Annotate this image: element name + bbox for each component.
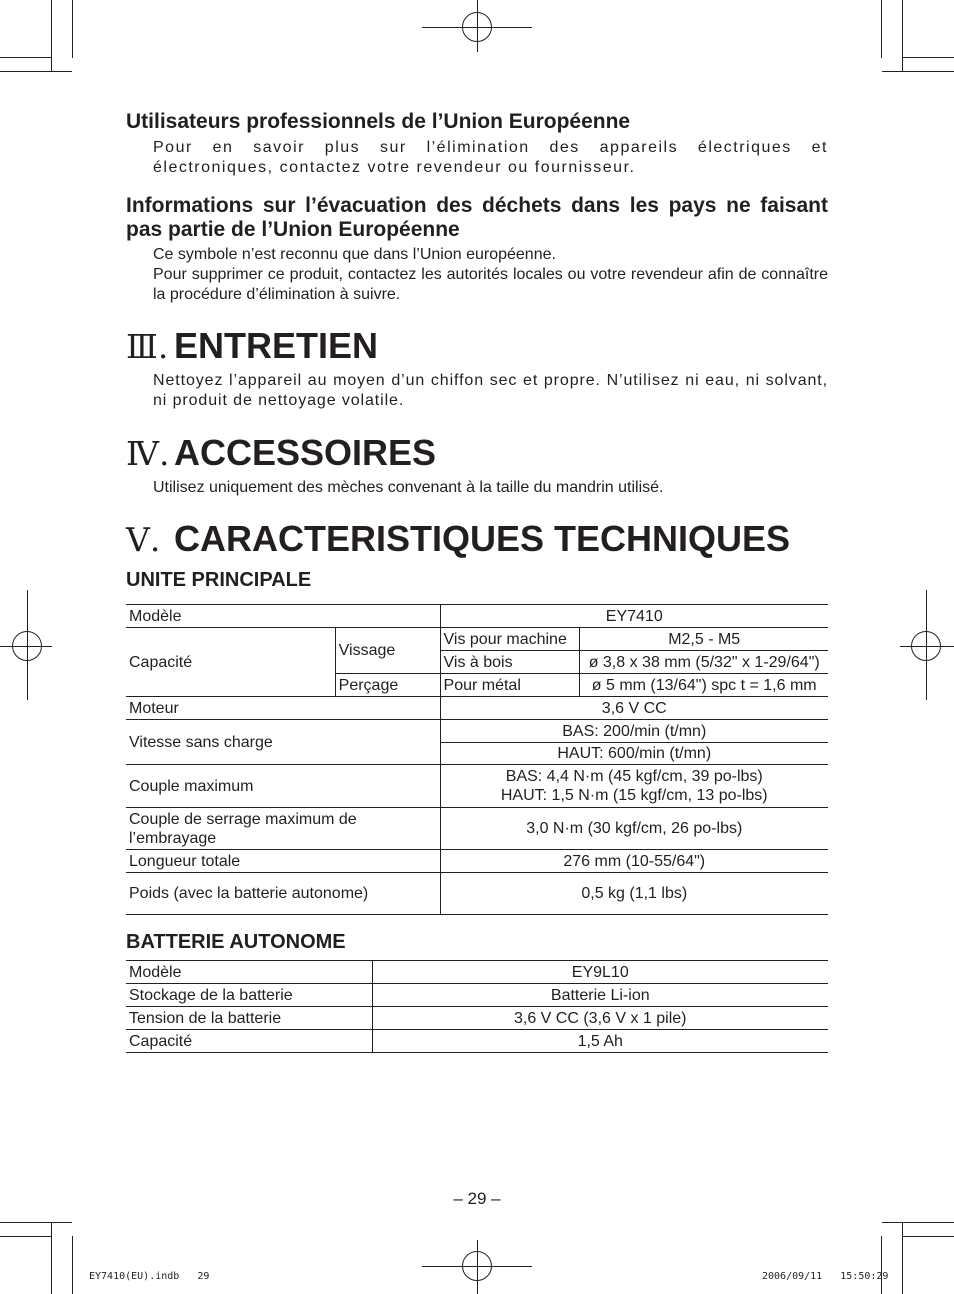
non-eu-paragraph-2: Pour supprimer ce produit, contactez les autorités locales ou votre revendeur afin de connaître la procédure d’élimination à suivre. xyxy=(153,266,828,303)
heading-main-unit: UNITE PRINCIPALE xyxy=(126,569,312,591)
accessoires-text xyxy=(153,478,828,498)
spec-label: Couple maximum xyxy=(126,765,440,808)
table-row xyxy=(126,850,828,873)
table-row xyxy=(126,1030,828,1053)
spec-label: Capacité xyxy=(126,1030,372,1053)
spec-sublabel: Pour métal xyxy=(440,674,580,697)
spec-sublabel: Vis à bois xyxy=(440,651,580,674)
spec-value: 0,5 kg (1,1 lbs) xyxy=(440,873,828,915)
spec-value: EY9L10 xyxy=(372,961,828,984)
table-row xyxy=(126,808,828,850)
spec-value: 3,6 V CC (3,6 V x 1 pile) xyxy=(372,1007,828,1030)
table-row xyxy=(126,697,828,720)
spec-value: Batterie Li-ion xyxy=(372,984,828,1007)
table-row xyxy=(126,605,828,628)
spec-value: HAUT: 600/min (t/mn) xyxy=(440,743,828,765)
spec-value: M2,5 - M5 xyxy=(580,628,828,651)
spec-label: Capacité xyxy=(126,628,335,697)
spec-value: BAS: 200/min (t/mn) xyxy=(440,720,828,743)
heading-eu-professionals: Utilisateurs professionnels de l’Union Européenne xyxy=(126,110,631,133)
spec-label: Stockage de la batterie xyxy=(126,984,372,1007)
eu-professionals-text xyxy=(153,138,828,178)
couple-haut: HAUT: 1,5 N·m (15 kgf/cm, 13 po-lbs) xyxy=(500,787,768,804)
spec-value: 3,6 V CC xyxy=(440,697,828,720)
spec-label: Moteur xyxy=(126,697,440,720)
spec-label: Longueur totale xyxy=(126,850,440,873)
battery-spec-table xyxy=(126,960,828,1053)
spec-label: Vitesse sans charge xyxy=(126,720,440,765)
eu-professionals-paragraph: Pour en savoir plus sur l’élimination des appareils électriques et électroniques, contactez votre revendeur ou fournisseur. xyxy=(153,139,828,176)
spec-sublabel: Vissage xyxy=(335,628,440,674)
section-title-accessoires xyxy=(126,433,436,474)
entretien-text xyxy=(153,371,828,411)
roman-numeral-4: Ⅳ. xyxy=(126,434,170,473)
spec-label: Modèle xyxy=(126,961,372,984)
spec-value: ø 5 mm (13/64") spc t = 1,6 mm xyxy=(580,674,828,697)
table-row xyxy=(126,873,828,915)
spec-sublabel: Perçage xyxy=(335,674,440,697)
table-row xyxy=(126,628,828,651)
spec-value xyxy=(440,765,828,808)
non-eu-paragraph-1: Ce symbole n’est reconnu que dans l’Union européenne. xyxy=(153,246,556,263)
roman-numeral-5: Ⅴ. xyxy=(126,520,161,559)
spec-label: Couple de serrage maximum de l’embrayage xyxy=(126,808,440,850)
accessoires-title: ACCESSOIRES xyxy=(174,432,437,473)
table-row xyxy=(126,765,828,808)
section-title-caracteristiques xyxy=(126,519,790,560)
couple-bas: BAS: 4,4 N·m (45 kgf/cm, 39 po-lbs) xyxy=(505,768,763,785)
spec-value: 3,0 N·m (30 kgf/cm, 26 po-lbs) xyxy=(440,808,828,850)
entretien-title: ENTRETIEN xyxy=(174,325,379,366)
spec-label: Tension de la batterie xyxy=(126,1007,372,1030)
roman-numeral-3: Ⅲ. xyxy=(126,327,169,366)
spec-label: Poids (avec la batterie autonome) xyxy=(126,873,440,915)
table-row xyxy=(126,984,828,1007)
entretien-paragraph: Nettoyez l’appareil au moyen d’un chiffon sec et propre. N’utilisez ni eau, ni solvant, ni produit de nettoyage volatile. xyxy=(153,372,828,409)
page-number: – 29 – xyxy=(453,1189,501,1208)
caracteristiques-title: CARACTERISTIQUES TECHNIQUES xyxy=(174,518,791,559)
spec-value: 1,5 Ah xyxy=(372,1030,828,1053)
print-timestamp: 2006/09/11 15:50:29 xyxy=(762,1271,889,1282)
heading-battery: BATTERIE AUTONOME xyxy=(126,931,346,953)
section-title-entretien xyxy=(126,326,378,367)
non-eu-disposal-text xyxy=(153,245,828,305)
print-file-label: EY7410(EU).indb 29 xyxy=(89,1271,210,1282)
main-unit-spec-table xyxy=(126,604,828,915)
spec-value: ø 3,8 x 38 mm (5/32" x 1-29/64") xyxy=(580,651,828,674)
spec-value: EY7410 xyxy=(440,605,828,628)
spec-label: Modèle xyxy=(126,605,440,628)
table-row xyxy=(126,1007,828,1030)
table-row xyxy=(126,961,828,984)
accessoires-paragraph: Utilisez uniquement des mèches convenant à la taille du mandrin utilisé. xyxy=(153,479,664,496)
spec-sublabel: Vis pour machine xyxy=(440,628,580,651)
heading-non-eu-disposal: Informations sur l’évacuation des déchets dans les pays ne faisant pas partie de l’Union Européenne xyxy=(126,194,828,241)
spec-value: 276 mm (10-55/64") xyxy=(440,850,828,873)
table-row xyxy=(126,720,828,743)
